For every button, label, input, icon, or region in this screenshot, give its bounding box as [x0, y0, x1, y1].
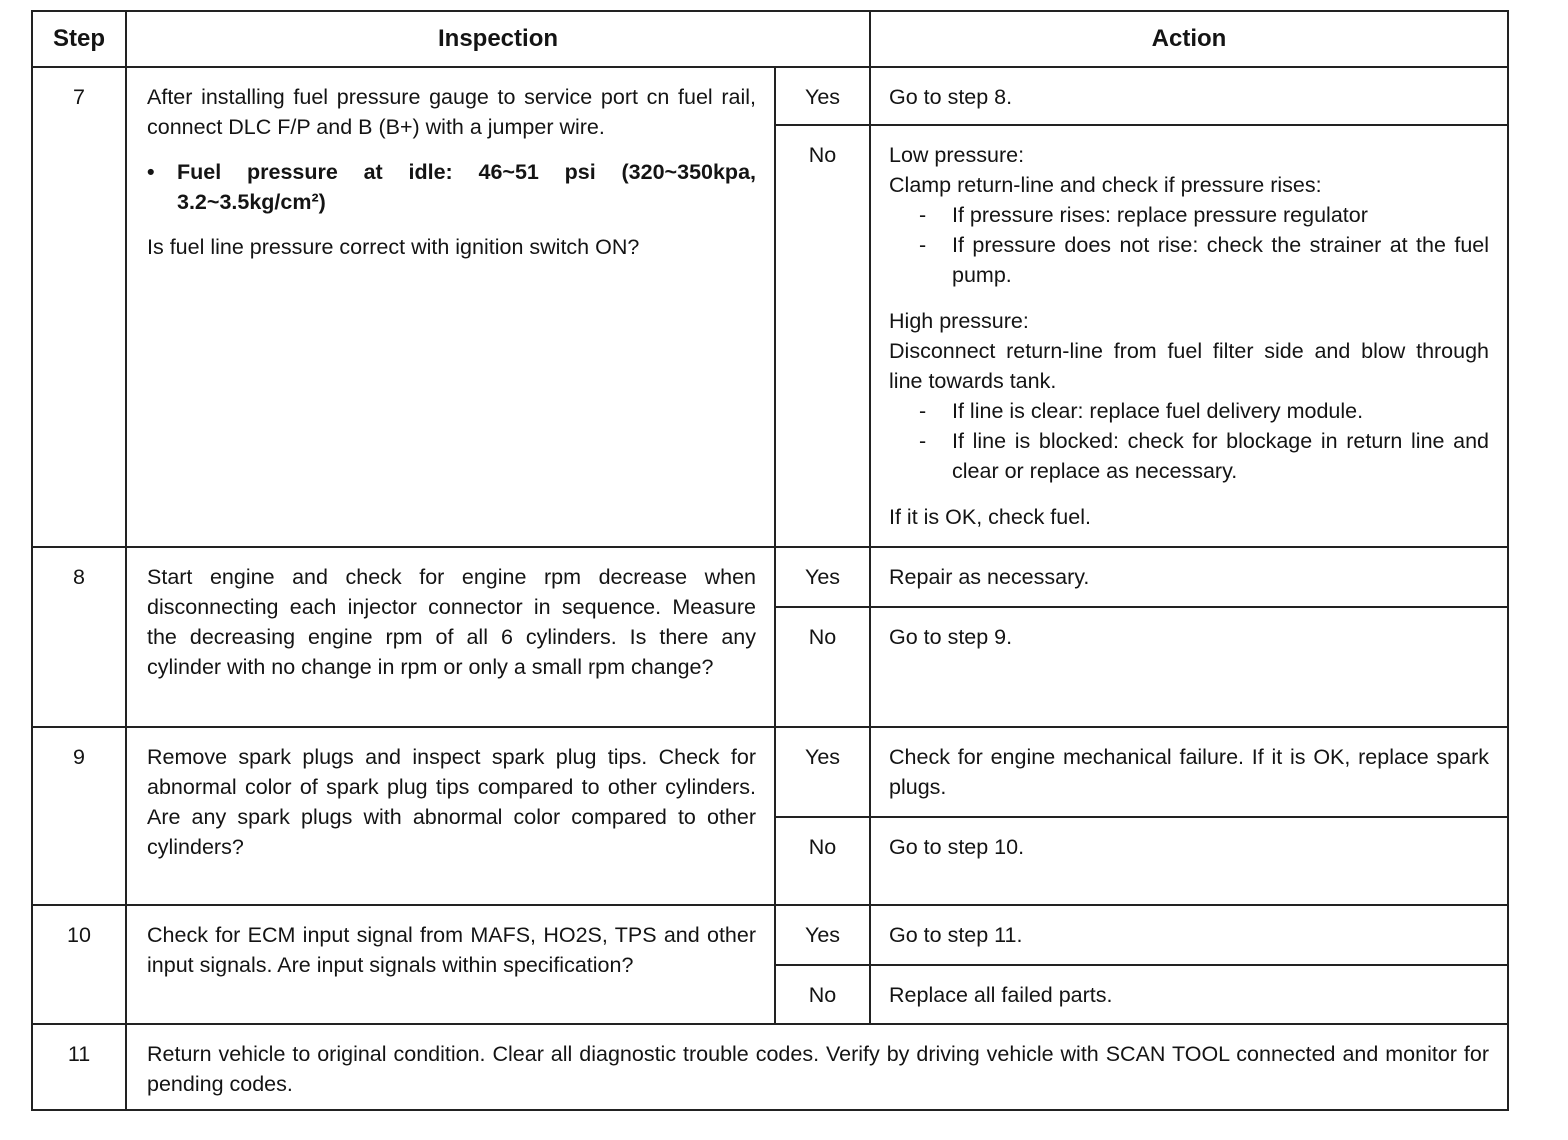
table-row	[32, 727, 1508, 817]
inspection-cell	[126, 67, 775, 547]
yes-label: Yes	[775, 547, 870, 607]
inspection-question: Is fuel line pressure correct with ignition switch ON?	[147, 235, 640, 259]
step-number: 10	[32, 905, 126, 1024]
table-row	[32, 905, 1508, 965]
header-inspection: Inspection	[126, 11, 870, 67]
step-number: 9	[32, 727, 126, 905]
list-item: - If line is blocked: check for blockage in return line and clear or replace as necessary.	[919, 429, 1490, 483]
table-row	[32, 67, 1508, 125]
no-label: No	[775, 965, 870, 1024]
spec-bullet	[147, 157, 756, 217]
diagnostic-table	[31, 10, 1509, 1111]
step-number: 8	[32, 547, 126, 727]
table-row	[32, 547, 1508, 607]
inspection-cell: Return vehicle to original condition. Clear all diagnostic trouble codes. Verify by driving vehicle with SCAN TOOL connected and monitor for pending codes.	[126, 1024, 1508, 1110]
inspection-text: After installing fuel pressure gauge to service port cn fuel rail, connect DLC F/P and B (B+) with a jumper wire.	[147, 85, 756, 139]
ok-text: If it is OK, check fuel.	[889, 505, 1091, 529]
header-row	[32, 11, 1508, 67]
yes-action: Repair as necessary.	[870, 547, 1508, 607]
inspection-cell: Remove spark plugs and inspect spark plug tips. Check for abnormal color of spark plug tips compared to other cylinders. Are any spark plugs with abnormal color compared to other cylinders?	[126, 727, 775, 905]
no-action: Go to step 9.	[870, 607, 1508, 727]
yes-label: Yes	[775, 67, 870, 125]
no-label: No	[775, 125, 870, 547]
list-item: - If pressure rises: replace pressure regulator	[919, 203, 1368, 227]
header-step: Step	[32, 11, 126, 67]
yes-label: Yes	[775, 905, 870, 965]
table-row	[32, 1024, 1508, 1110]
no-action: Replace all failed parts.	[870, 965, 1508, 1024]
list-item: - If line is clear: replace fuel delivery module.	[919, 399, 1364, 423]
low-pressure-text: Clamp return-line and check if pressure rises:	[889, 173, 1322, 197]
spec-text: Fuel pressure at idle: 46~51 psi (320~350kpa, 3.2~3.5kg/cm²)	[177, 160, 756, 214]
step-number: 11	[32, 1024, 126, 1110]
yes-action: Go to step 8.	[870, 67, 1508, 125]
no-label: No	[775, 817, 870, 905]
low-pressure-title: Low pressure:	[889, 143, 1025, 167]
inspection-cell: Check for ECM input signal from MAFS, HO2S, TPS and other input signals. Are input signals within specification?	[126, 905, 775, 1024]
no-action: Go to step 10.	[870, 817, 1508, 905]
header-action: Action	[870, 11, 1508, 67]
high-pressure-title: High pressure:	[889, 309, 1029, 333]
list-item: - If pressure does not rise: check the strainer at the fuel pump.	[919, 233, 1490, 287]
step-number: 7	[32, 67, 126, 547]
yes-action: Check for engine mechanical failure. If it is OK, replace spark plugs.	[870, 727, 1508, 817]
no-label: No	[775, 607, 870, 727]
inspection-cell: Start engine and check for engine rpm decrease when disconnecting each injector connector in sequence. Measure the decreasing engine rpm of all 6 cylinders. Is there any cylinder with no change in rpm or only a small rpm change?	[126, 547, 775, 727]
yes-action: Go to step 11.	[870, 905, 1508, 965]
yes-label: Yes	[775, 727, 870, 817]
bullet-icon: •	[147, 160, 155, 184]
no-action	[870, 125, 1508, 547]
high-pressure-text: Disconnect return-line from fuel filter side and blow through line towards tank.	[889, 339, 1490, 393]
